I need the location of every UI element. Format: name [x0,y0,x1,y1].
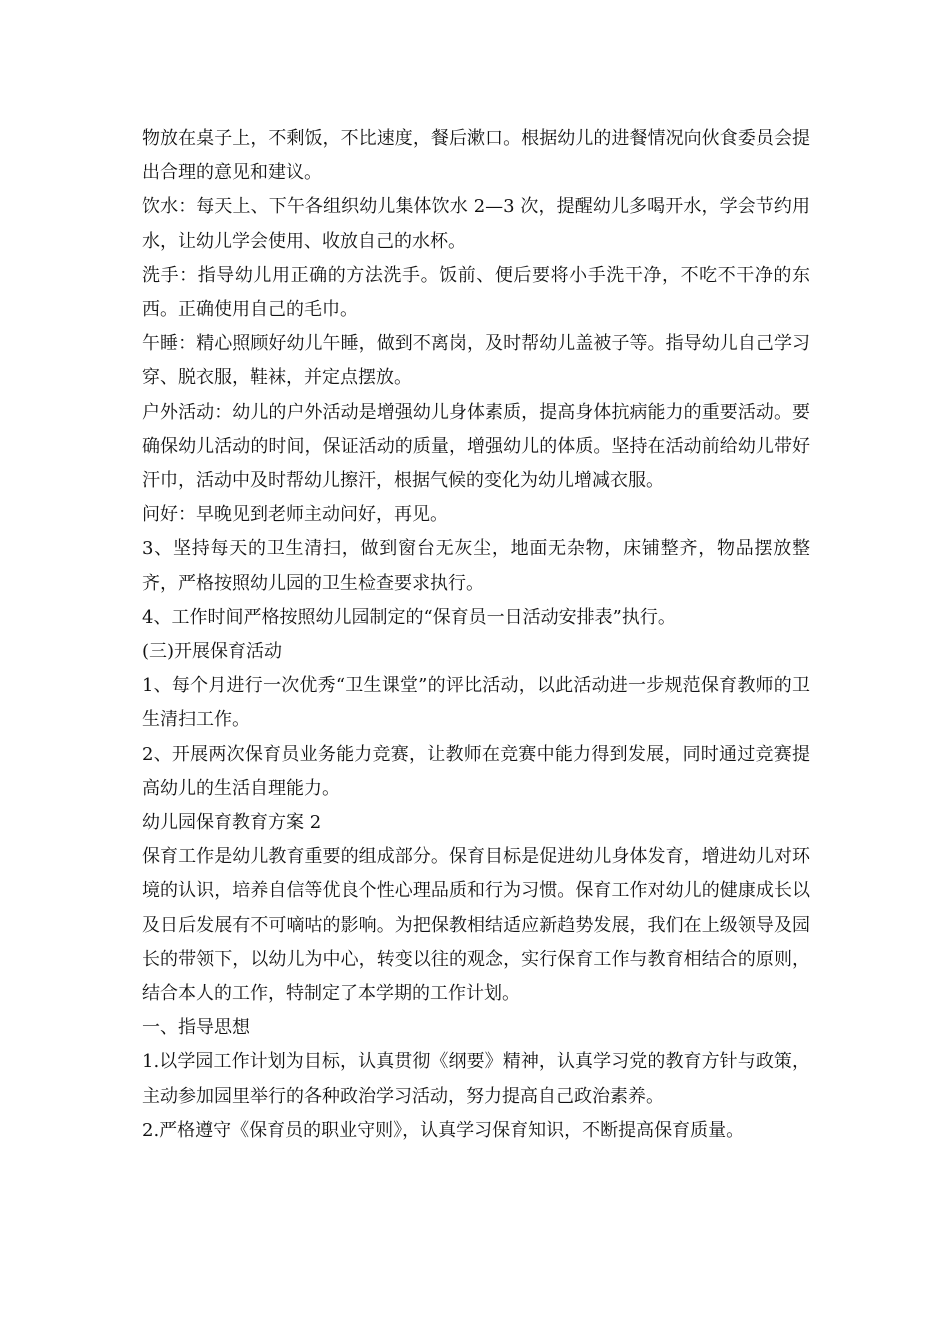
paragraph-hand-washing: 洗手：指导幼儿用正确的方法洗手。饭前、便后要将小手洗干净，不吃不干净的东西。正确使用自己的毛巾。 [142,264,810,321]
paragraph-item-3-cleaning: 3、坚持每天的卫生清扫，做到窗台无灰尘，地面无杂物，床铺整齐，物品摆放整齐，严格按照幼儿园的卫生检查要求执行。 [142,538,810,594]
paragraph-nap: 午睡：精心照顾好幼儿午睡，做到不离岗，及时帮幼儿盖被子等。指导幼儿自己学习穿、脱衣服，鞋袜，并定点摆放。 [142,333,810,389]
paragraph-item-4-schedule: 4、工作时间严格按照幼儿园制定的“保育员一日活动安排表”执行。 [142,606,676,628]
paragraph-plan-intro: 保育工作是幼儿教育重要的组成部分。保育目标是促进幼儿身体发育，增进幼儿对环境的认识，培养自信等优良个性心理品质和行为习惯。保育工作对幼儿的健康成长以及日后发展有不可嘀咕的影响。为把保教相结适应新趋势发展，我们在上级领导及园长的带领下，以幼儿为中心，转变以往的观念，实行保育工作与教育相结合的原则，结合本人的工作，特制定了本学期的工作计划。 [142,846,810,1005]
paragraph-activity-1: 1、每个月进行一次优秀“卫生课堂”的评比活动，以此活动进一步规范保育教师的卫生清扫工作。 [142,675,810,731]
paragraph-meal-continued: 物放在桌子上，不剩饭，不比速度，餐后漱口。根据幼儿的进餐情况向伙食委员会提出合理的意见和建议。 [142,128,810,184]
section-heading-care-activities: (三)开展保育活动 [142,641,283,663]
paragraph-activity-2: 2、开展两次保育员业务能力竞赛，让教师在竞赛中能力得到发展，同时通过竞赛提高幼儿的生活自理能力。 [142,743,810,799]
paragraph-greeting: 问好：早晚见到老师主动问好，再见。 [142,504,448,526]
plan-title: 幼儿园保育教育方案 2 [142,812,322,834]
paragraph-outdoor-activity: 户外活动：幼儿的户外活动是增强幼儿身体素质，提高身体抗病能力的重要活动。要确保幼儿活动的时间，保证活动的质量，增强幼儿的体质。坚持在活动前给幼儿带好汗巾，活动中及时帮幼儿擦汗，根据气候的变化为幼儿增减衣服。 [142,401,810,492]
paragraph-ideology-2: 2.严格遵守《保育员的职业守则》，认真学习保育知识，不断提高保育质量。 [142,1119,745,1141]
section-heading-guiding-ideology: 一、指导思想 [142,1017,250,1039]
paragraph-drinking-water: 饮水：每天上、下午各组织幼儿集体饮水 2—3 次，提醒幼儿多喝开水，学会节约用水，让幼儿学会使用、收放自己的水杯。 [142,196,810,252]
document-body [142,122,810,1148]
paragraph-ideology-1: 1.以学园工作计划为目标，认真贯彻《纲要》精神，认真学习党的教育方针与政策，主动参加园里举行的各种政治学习活动，努力提高自己政治素养。 [142,1051,810,1107]
